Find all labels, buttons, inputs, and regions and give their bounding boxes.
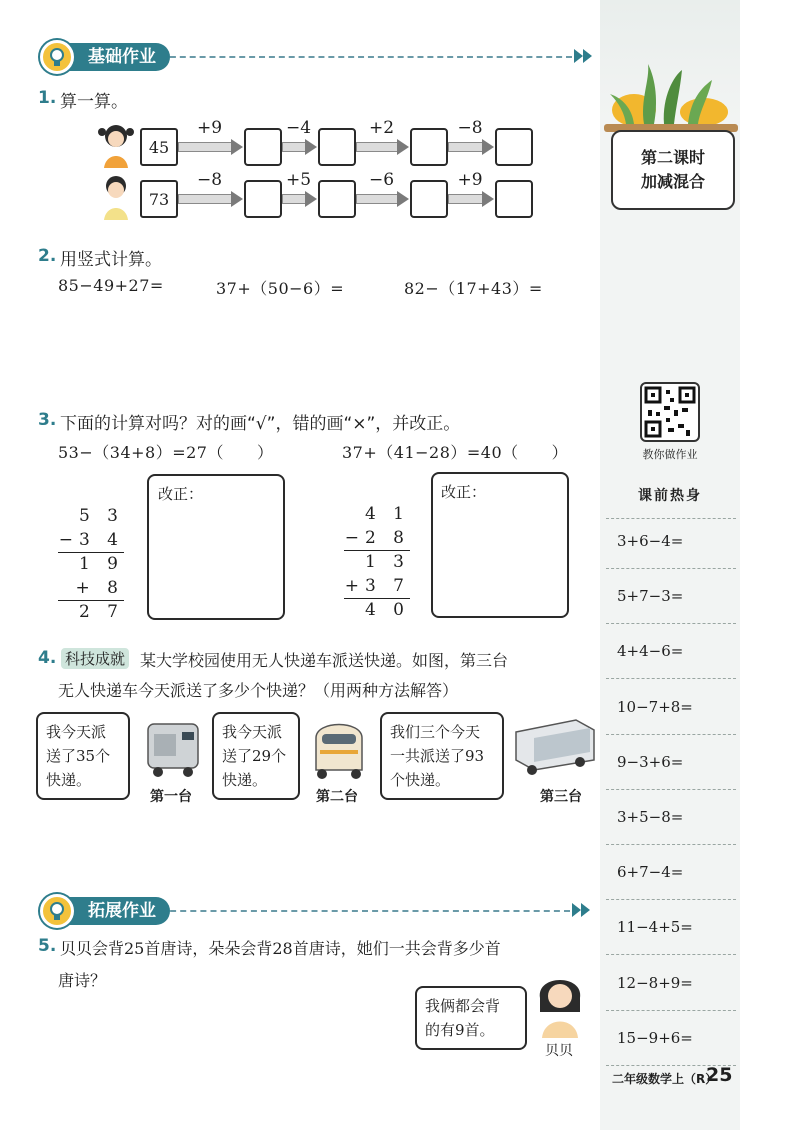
vertical-line: 1 9: [78, 554, 124, 574]
divider-arrow-icon: [572, 903, 581, 917]
vertical-line: +3 7: [344, 576, 410, 596]
speech-bubble-2: [212, 712, 300, 800]
answer-box[interactable]: [410, 128, 448, 166]
divider-arrow-icon: [583, 49, 592, 63]
vertical-line: 4 1: [364, 504, 410, 524]
divider-arrow-icon: [574, 49, 583, 63]
warmup-separator: [606, 844, 736, 845]
warmup-item: 11−4+5=: [617, 918, 693, 937]
operation-label: +5: [286, 170, 312, 190]
speech-bubble-3: [380, 712, 504, 800]
correction-label: 改正：: [441, 483, 487, 501]
lesson-card: [611, 130, 735, 210]
arrow-head-icon: [397, 191, 409, 207]
operation-label: −6: [369, 170, 395, 190]
answer-box[interactable]: [244, 180, 282, 218]
warmup-separator: [606, 734, 736, 735]
operation-label: +2: [369, 118, 395, 138]
warmup-item: 3+6−4=: [617, 532, 684, 550]
bubble-line: 的有9首。: [425, 1021, 495, 1039]
delivery-robot-3: [510, 712, 598, 778]
answer-box[interactable]: [495, 180, 533, 218]
vertical-rule: [344, 598, 410, 599]
question-number: 1.: [38, 88, 57, 108]
vertical-line: −2 8: [344, 528, 410, 548]
bubble-line: 快递。: [46, 771, 92, 789]
warmup-separator: [606, 789, 736, 790]
bubble-line: 一共派送了93: [390, 747, 485, 765]
warmup-separator: [606, 623, 736, 624]
lesson-title: 第二课时: [640, 148, 705, 167]
operation-label: +9: [457, 170, 483, 190]
answer-box[interactable]: [244, 128, 282, 166]
start-number-box: 45: [140, 128, 178, 166]
lesson-subtitle: 加减混合: [640, 172, 705, 191]
qr-code[interactable]: [640, 382, 700, 442]
chain-arrow: [356, 194, 398, 204]
expression-3: 82−（17+43）=: [404, 279, 543, 298]
answer-box[interactable]: [410, 180, 448, 218]
operation-label: −8: [197, 170, 223, 190]
warmup-item: 12−8+9=: [617, 973, 693, 992]
chain-arrow: [178, 142, 232, 152]
question-line: 唐诗？: [58, 971, 107, 990]
lightbulb-icon: [40, 40, 74, 74]
robot-caption-3: 第三台: [540, 789, 582, 805]
warmup-separator: [606, 954, 736, 955]
question-text: 下面的计算对吗？对的画“√”，错的画“×”，并改正。: [60, 414, 461, 434]
divider-arrow-icon: [581, 903, 590, 917]
question-line: 无人快递车今天派送了多少个快递？（用两种方法解答）: [58, 681, 459, 700]
robot-caption-2: 第二台: [316, 789, 358, 805]
warmup-title: 课前热身: [638, 488, 702, 504]
arrow-head-icon: [305, 191, 317, 207]
question-line: 贝贝会背25首唐诗，朵朵会背28首唐诗，她们一共会背多少首: [60, 939, 501, 958]
expression-1: 85−49+27=: [58, 276, 164, 295]
robot-caption-1: 第一台: [150, 789, 192, 805]
lightbulb-icon: [40, 894, 74, 928]
chain-arrow: [448, 194, 483, 204]
boy-illustration: [96, 174, 138, 222]
question-line: 某大学校园使用无人快递车派送快递。如图，第三台: [140, 651, 509, 670]
arrow-head-icon: [482, 139, 494, 155]
footer-book: 二年级数学上（R）: [612, 1072, 718, 1086]
warmup-separator: [606, 678, 736, 679]
girl-illustration: [96, 122, 138, 170]
warmup-separator: [606, 518, 736, 519]
page-number: 25: [706, 1064, 733, 1086]
vertical-rule: [58, 600, 124, 601]
operation-label: −4: [286, 118, 312, 138]
character-name: 贝贝: [545, 1043, 573, 1059]
chain-arrow: [448, 142, 483, 152]
warmup-separator: [606, 899, 736, 900]
check-expression-right: 37+（41−28）=40（ ）: [342, 443, 569, 462]
bubble-line: 我们三个今天: [390, 723, 481, 741]
vertical-rule: [344, 550, 410, 551]
bubble-line: 送了29个: [222, 747, 287, 765]
check-expression-left: 53−（34+8）=27（ ）: [58, 443, 274, 462]
bubble-line: 我俩都会背: [425, 997, 501, 1015]
vertical-line: −3 4: [58, 530, 124, 550]
qr-code-icon: [642, 384, 698, 440]
section-divider: [160, 910, 570, 912]
qr-caption: 教你做作业: [642, 448, 698, 461]
arrow-head-icon: [397, 139, 409, 155]
answer-box[interactable]: [495, 128, 533, 166]
start-number-box: 73: [140, 180, 178, 218]
speech-bubble-5: [415, 986, 527, 1050]
section-title-extended: 拓展作业: [48, 897, 170, 925]
bubble-line: 送了35个: [46, 747, 111, 765]
question-number: 5.: [38, 936, 57, 956]
delivery-robot-1: [142, 714, 206, 780]
vertical-rule: [58, 552, 124, 553]
warmup-item: 9−3+6=: [617, 752, 684, 771]
beibei-illustration: [530, 968, 590, 1038]
vertical-line: 1 3: [364, 552, 410, 572]
question-text: 算一算。: [60, 92, 128, 112]
bubble-line: 个快递。: [390, 771, 451, 789]
vertical-line: 5 3: [78, 506, 124, 526]
operation-label: −8: [457, 118, 483, 138]
speech-bubble-1: [36, 712, 130, 800]
bubble-line: 快递。: [222, 771, 268, 789]
answer-box[interactable]: [318, 128, 356, 166]
vertical-line: 2 7: [78, 602, 124, 622]
bubble-line: 我今天派: [46, 723, 107, 741]
arrow-head-icon: [231, 191, 243, 207]
topic-tag: 科技成就: [61, 648, 129, 669]
correction-label: 改正：: [158, 485, 204, 503]
warmup-item: 6+7−4=: [617, 863, 684, 882]
question-number: 3.: [38, 410, 57, 430]
plant-illustration: [604, 40, 738, 130]
question-text: 用竖式计算。: [60, 250, 162, 270]
warmup-separator: [606, 1010, 736, 1011]
arrow-head-icon: [482, 191, 494, 207]
chain-arrow: [178, 194, 232, 204]
vertical-line: 4 0: [364, 600, 410, 620]
warmup-item: 10−7+8=: [617, 697, 693, 716]
arrow-head-icon: [231, 139, 243, 155]
chain-arrow: [282, 142, 306, 152]
section-divider: [160, 56, 572, 58]
question-number: 2.: [38, 246, 57, 266]
warmup-item: 5+7−3=: [617, 587, 684, 606]
chain-arrow: [282, 194, 306, 204]
warmup-item: 3+5−8=: [617, 808, 684, 826]
answer-box[interactable]: [318, 180, 356, 218]
warmup-item: 4+4−6=: [617, 642, 684, 661]
vertical-line: + 8: [75, 578, 124, 598]
warmup-separator: [606, 568, 736, 569]
section-title-basic: 基础作业: [48, 43, 170, 71]
arrow-head-icon: [305, 139, 317, 155]
warmup-item: 15−9+6=: [617, 1028, 693, 1047]
chain-arrow: [356, 142, 398, 152]
operation-label: +9: [197, 118, 223, 138]
question-number: 4.: [38, 648, 57, 668]
expression-2: 37+（50−6）=: [216, 279, 345, 298]
bubble-line: 我今天派: [222, 723, 283, 741]
delivery-robot-2: [306, 714, 372, 780]
